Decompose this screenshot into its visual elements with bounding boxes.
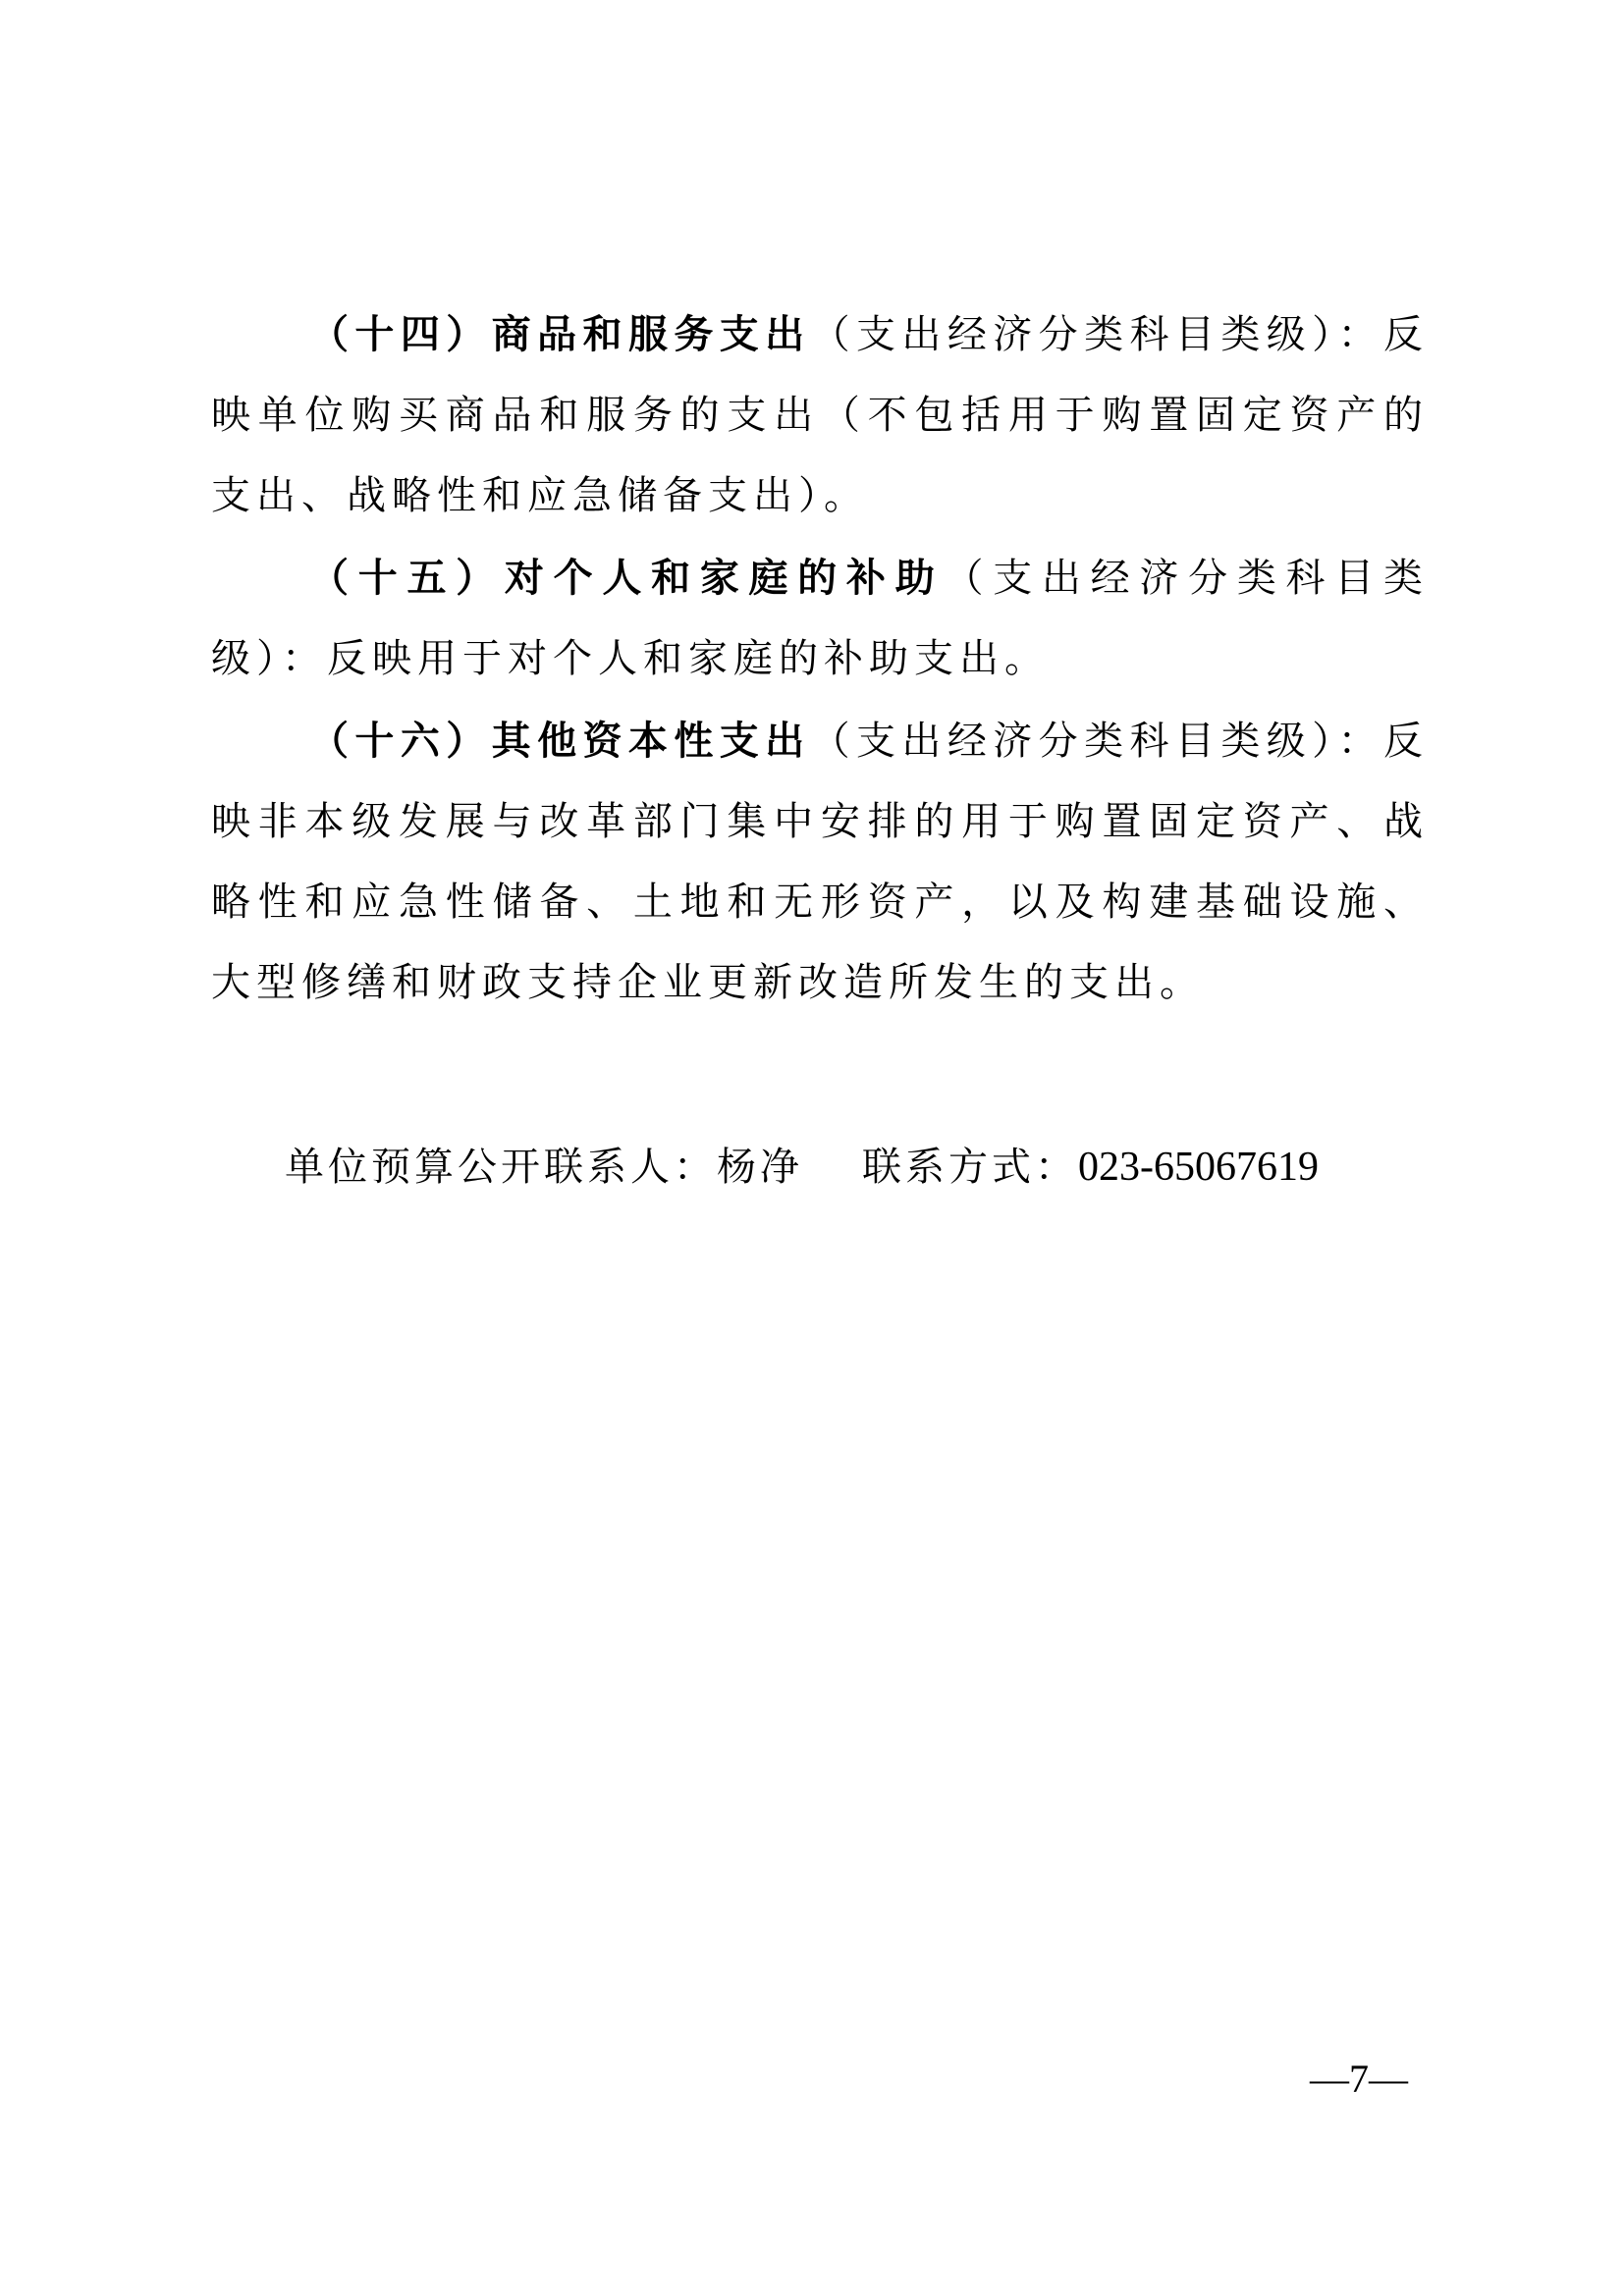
page-number: —7—	[1310, 2056, 1408, 2101]
contact-phone-number: 023-65067619	[1078, 1145, 1319, 1190]
paragraph-16-text: （支出经济分类科目类级）：反映非本级发展与改革部门集中安排的用于购置固定资产、战略性和应急性储备、土地和无形资产，以及构建基础设施、大型修缮和财政支持企业更新改造所发生的支出。	[211, 719, 1430, 1005]
paragraph-14-text: （支出经济分类科目类级）：反映单位购买商品和服务的支出（不包括用于购置固定资产的支出、战略性和应急储备支出）。	[211, 312, 1430, 518]
paragraph-16-heading: （十六）其他资本性支出	[309, 718, 811, 764]
document-body	[211, 294, 1429, 1025]
paragraph-16	[211, 701, 1429, 1023]
paragraph-14	[211, 294, 1429, 536]
paragraph-15	[211, 538, 1429, 699]
paragraph-15-text: （支出经济分类科目类级）：反映用于对个人和家庭的补助支出。	[211, 556, 1430, 681]
contact-phone-label: 联系方式：	[862, 1145, 1078, 1190]
contact-line	[285, 1127, 1319, 1207]
contact-person: 单位预算公开联系人：杨净	[285, 1145, 803, 1190]
paragraph-14-heading: （十四）商品和服务支出	[309, 311, 811, 357]
paragraph-15-heading: （十五）对个人和家庭的补助	[309, 555, 945, 601]
